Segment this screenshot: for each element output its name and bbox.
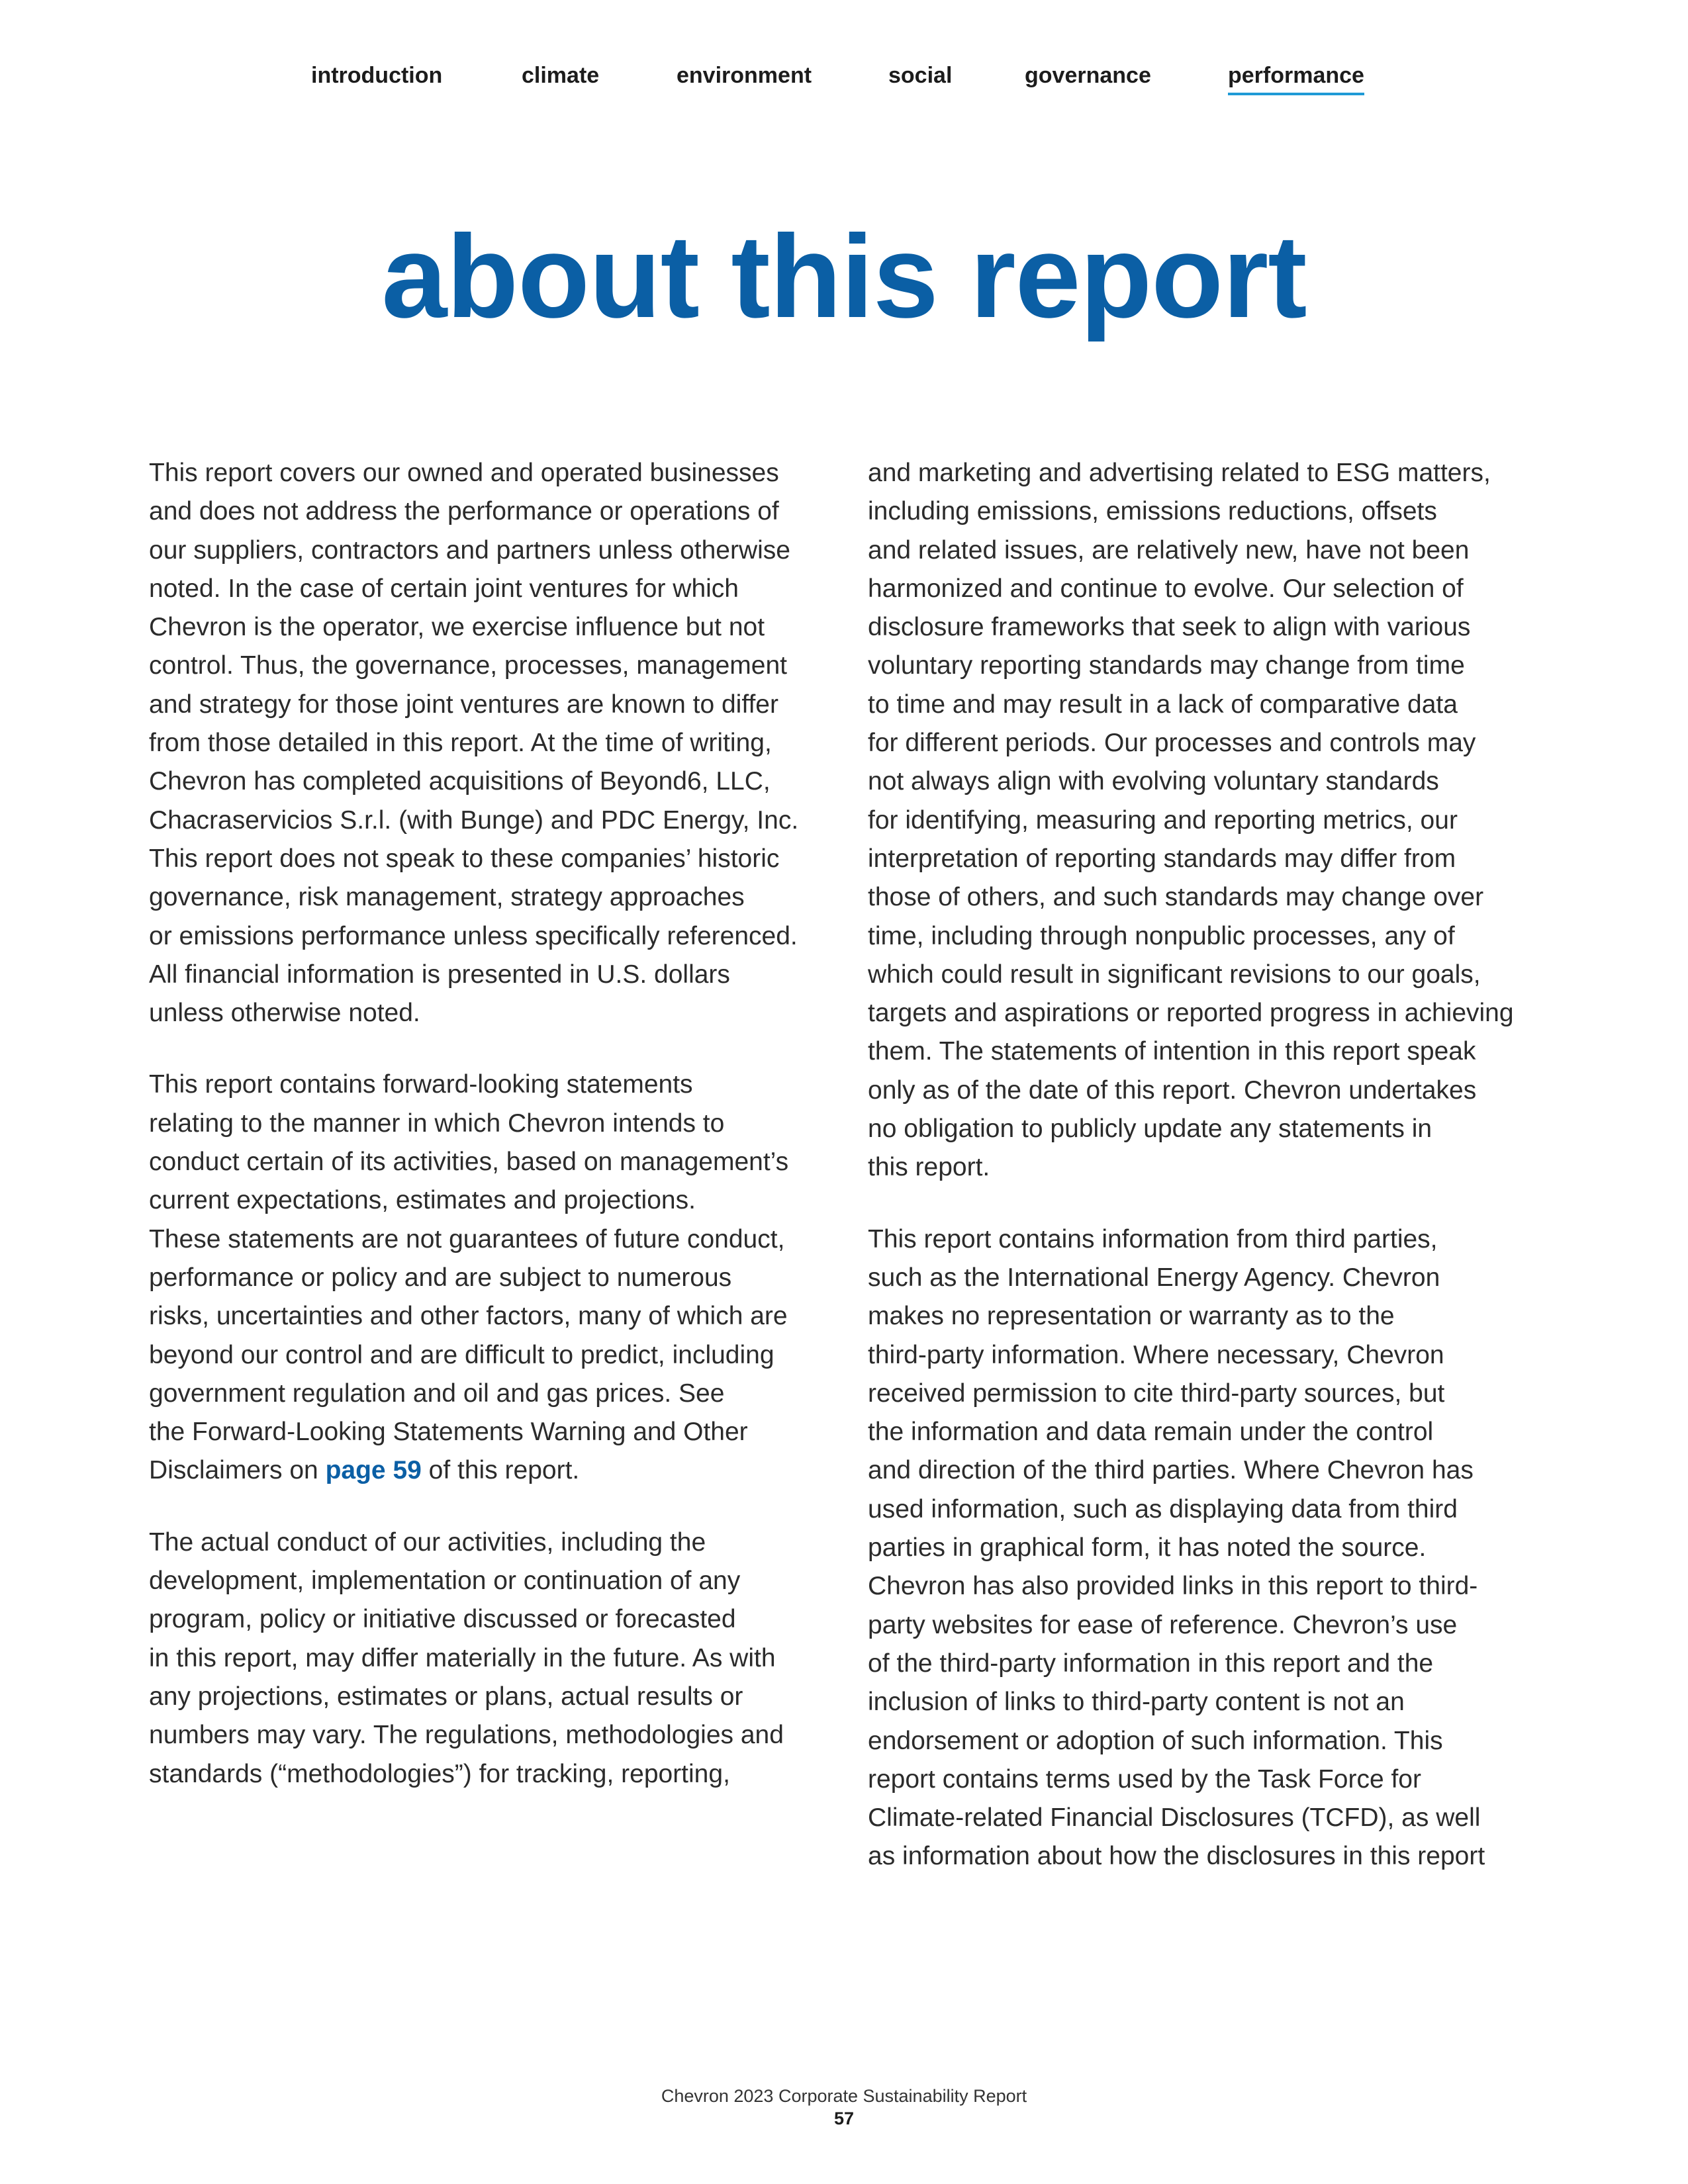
paragraph-line: makes no representation or warranty as to the [868, 1302, 1395, 1331]
paragraph-line: All financial information is presented in U.S. dollars [149, 960, 730, 989]
paragraph-line: not always align with evolving voluntary standards [868, 767, 1439, 796]
paragraph-line: the information and data remain under the control [868, 1418, 1434, 1447]
page-number: 57 [833, 2109, 855, 2128]
paragraph-line: which could result in significant revisions to our goals, [868, 960, 1481, 989]
paragraph-line: for different periods. Our processes and controls may [868, 729, 1476, 758]
paragraph-line: such as the International Energy Agency. Chevron [868, 1263, 1440, 1292]
paragraph-line: from those detailed in this report. At the time of writing, [149, 729, 772, 758]
paragraph-line: interpretation of reporting standards may differ from [868, 844, 1456, 873]
nav-item-environment[interactable]: environment [677, 63, 812, 88]
paragraph-line: of the third-party information in this report and the [868, 1649, 1434, 1678]
paragraph-line: development, implementation or continuation of any [149, 1567, 741, 1596]
paragraph-line: risks, uncertainties and other factors, many of which are [149, 1302, 788, 1331]
paragraph-line: or emissions performance unless specifically referenced. [149, 921, 798, 950]
right-column [868, 454, 1556, 1909]
paragraph-line: beyond our control and are difficult to predict, including [149, 1340, 774, 1369]
nav-item-introduction[interactable]: introduction [311, 63, 443, 88]
paragraph-line: and strategy for those joint ventures are known to differ [149, 690, 778, 719]
page-title: about this report [381, 210, 1307, 342]
paragraph-line: This report covers our owned and operated businesses [149, 459, 779, 487]
paragraph-line: report contains terms used by the Task Force for [868, 1764, 1421, 1794]
paragraph-line: unless otherwise noted. [149, 999, 420, 1028]
paragraph-ownership-scope [149, 454, 837, 1032]
paragraph-line: This report contains forward-looking statements [149, 1070, 693, 1099]
paragraph-line: current expectations, estimates and projections. [149, 1186, 696, 1215]
paragraph-line: performance or policy and are subject to numerous [149, 1263, 732, 1292]
paragraph-line: This report contains information from third parties, [868, 1224, 1438, 1253]
paragraph-line: them. The statements of intention in this report speak [868, 1037, 1476, 1066]
paragraph-line: relating to the manner in which Chevron intends to [149, 1109, 725, 1138]
paragraph-line: and does not address the performance or operations of [149, 497, 779, 526]
paragraph-line: only as of the date of this report. Chevron undertakes [868, 1075, 1477, 1105]
nav-item-governance[interactable]: governance [1025, 63, 1151, 88]
paragraph-line: as information about how the disclosures in this report [868, 1842, 1485, 1871]
paragraph-line: our suppliers, contractors and partners unless otherwise [149, 535, 790, 565]
nav-item-performance[interactable]: performance [1228, 62, 1364, 95]
paragraph-line: inclusion of links to third-party content is not an [868, 1688, 1405, 1717]
left-column [149, 454, 837, 1827]
paragraph-line [149, 1451, 837, 1490]
paragraph-line: any projections, estimates or plans, actual results or [149, 1682, 743, 1711]
paragraph-third-party [868, 1220, 1556, 1876]
paragraph-line: Chevron has completed acquisitions of Beyond6, LLC, [149, 767, 771, 796]
paragraph-line: program, policy or initiative discussed or forecasted [149, 1605, 736, 1634]
footer-report-title: Chevron 2023 Corporate Sustainability Report [661, 2086, 1027, 2106]
paragraph-line: Chevron is the operator, we exercise influence but not [149, 613, 765, 642]
paragraph-line: voluntary reporting standards may change from time [868, 651, 1465, 680]
paragraph-line: standards (“methodologies”) for tracking, reporting, [149, 1759, 730, 1788]
paragraph-line: This report does not speak to these companies’ historic [149, 844, 780, 873]
paragraph-line: endorsement or adoption of such information. This [868, 1726, 1443, 1755]
paragraph-line: targets and aspirations or reported progress in achieving [868, 999, 1514, 1028]
paragraph-line: and direction of the third parties. Where Chevron has [868, 1456, 1474, 1485]
paragraph-line: The actual conduct of our activities, including the [149, 1527, 706, 1557]
paragraph-line: conduct certain of its activities, based on management’s [149, 1148, 789, 1177]
paragraph-line: in this report, may differ materially in the future. As with [149, 1643, 776, 1672]
paragraph-forward-looking [149, 1066, 837, 1490]
nav-item-climate[interactable]: climate [522, 63, 600, 88]
paragraph-line: government regulation and oil and gas prices. See [149, 1379, 725, 1408]
paragraph-line: received permission to cite third-party sources, but [868, 1379, 1445, 1408]
paragraph-line: control. Thus, the governance, processes, management [149, 651, 787, 680]
paragraph-methodologies [868, 454, 1556, 1187]
paragraph-line: used information, such as displaying data from third [868, 1494, 1458, 1524]
page-footer [0, 2085, 1688, 2130]
paragraph-line: Chacraservicios S.r.l. (with Bunge) and PDC Energy, Inc. [149, 805, 799, 835]
paragraph-line: These statements are not guarantees of future conduct, [149, 1224, 785, 1253]
paragraph-actual-conduct [149, 1524, 837, 1794]
paragraph-line: harmonized and continue to evolve. Our selection of [868, 574, 1464, 603]
paragraph-line: numbers may vary. The regulations, methodologies and [149, 1721, 784, 1750]
paragraph-line: party websites for ease of reference. Chevron’s use [868, 1610, 1458, 1639]
paragraph-line: noted. In the case of certain joint ventures for which [149, 574, 739, 603]
paragraph-line: for identifying, measuring and reporting metrics, our [868, 805, 1458, 835]
paragraph-line: parties in graphical form, it has noted the source. [868, 1533, 1427, 1563]
paragraph-line: governance, risk management, strategy approaches [149, 883, 745, 912]
disclaimer-text-after: of this report. [421, 1456, 580, 1485]
top-navigation [0, 62, 1688, 102]
paragraph-line: time, including through nonpublic processes, any of [868, 921, 1455, 950]
paragraph-line: disclosure frameworks that seek to align with various [868, 613, 1471, 642]
paragraph-line: Chevron has also provided links in this report to third- [868, 1572, 1478, 1601]
page-59-link[interactable]: page 59 [325, 1456, 422, 1485]
disclaimer-text-before: Disclaimers on [149, 1456, 326, 1485]
paragraph-line: and related issues, are relatively new, have not been [868, 535, 1470, 565]
paragraph-line: third-party information. Where necessary, Chevron [868, 1340, 1444, 1369]
paragraph-line: including emissions, emissions reductions, offsets [868, 497, 1437, 526]
paragraph-line: the Forward-Looking Statements Warning and Other [149, 1418, 748, 1447]
paragraph-line: those of others, and such standards may change over [868, 883, 1484, 912]
nav-item-social[interactable]: social [888, 63, 953, 88]
paragraph-line: Climate-related Financial Disclosures (TCFD), as well [868, 1803, 1481, 1833]
paragraph-line: this report. [868, 1153, 990, 1182]
paragraph-line: no obligation to publicly update any statements in [868, 1115, 1432, 1144]
paragraph-line: to time and may result in a lack of comparative data [868, 690, 1458, 719]
paragraph-line: and marketing and advertising related to ESG matters, [868, 459, 1491, 487]
